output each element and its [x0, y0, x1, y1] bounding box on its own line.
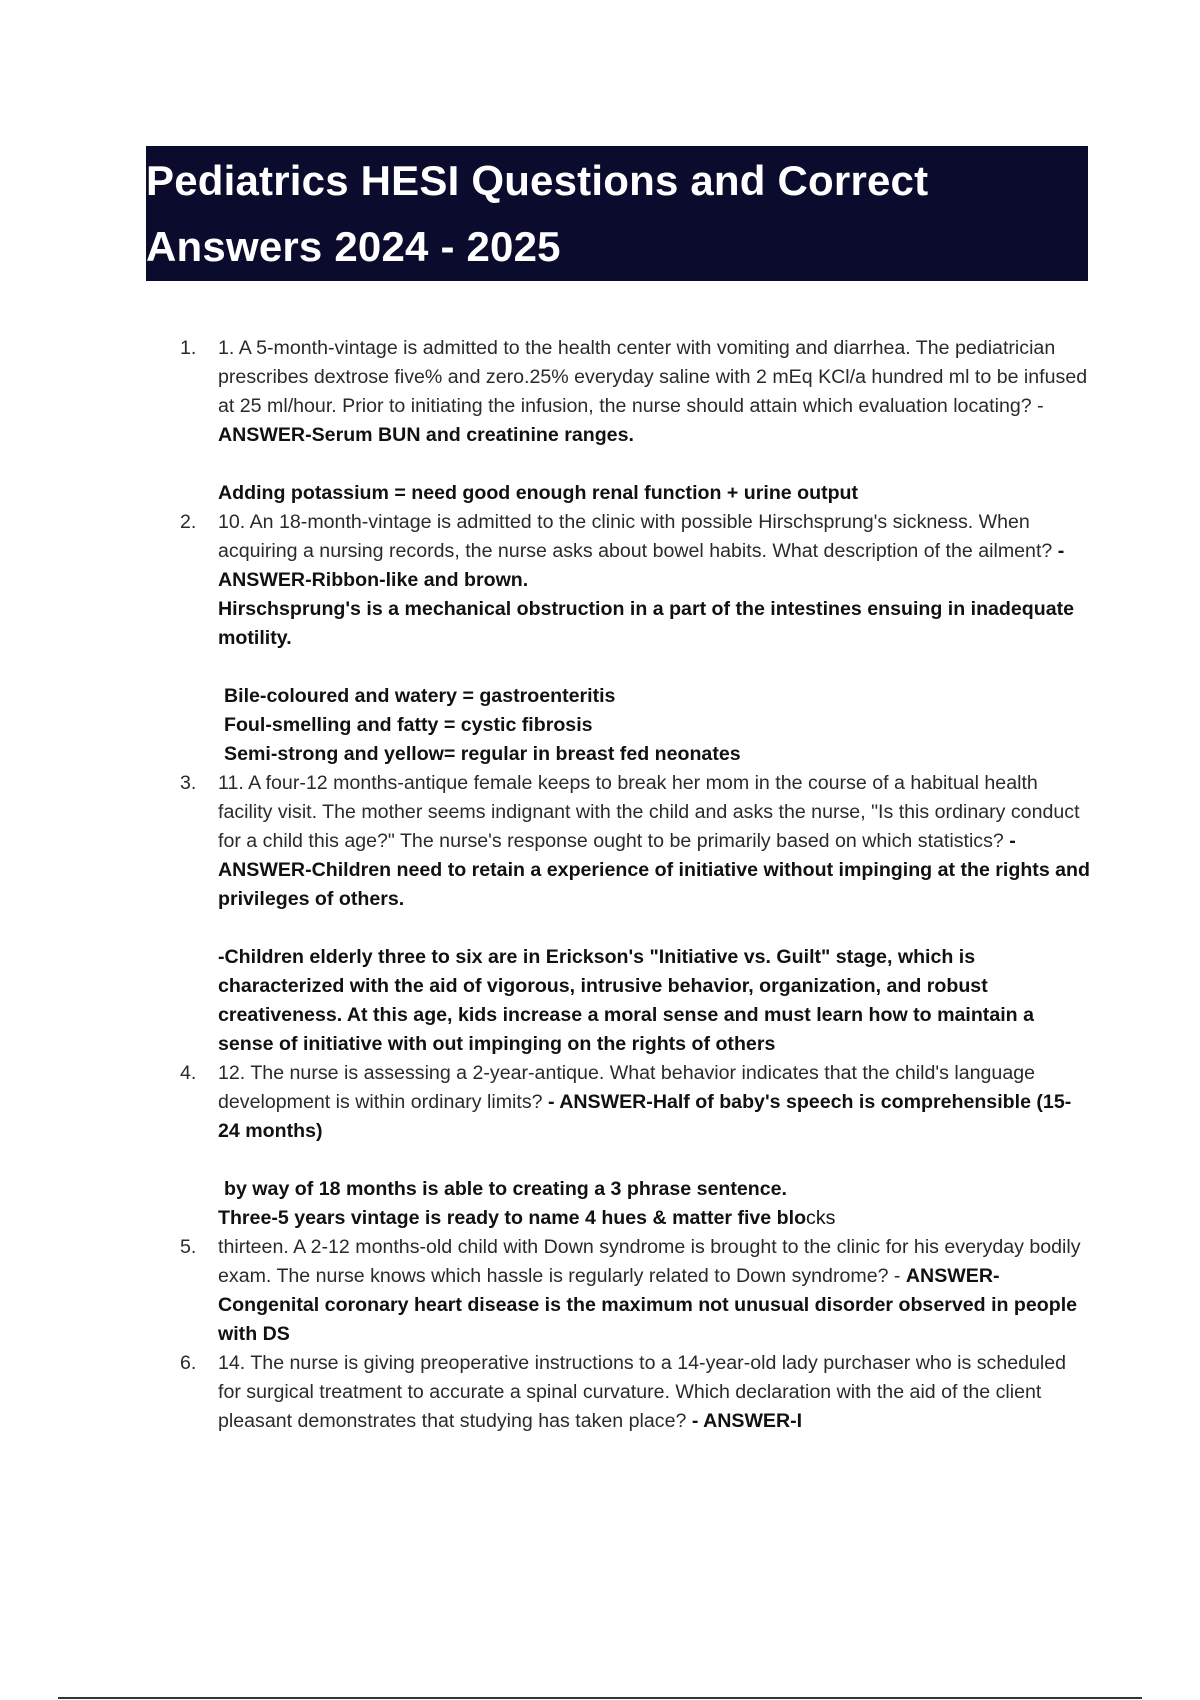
answer-text: - ANSWER-I: [691, 1410, 803, 1432]
qa-item-4: [180, 1059, 1090, 1233]
qa-body: [218, 1059, 1090, 1146]
rationale-note: Foul-smelling and fatty = cystic fibrosis: [224, 714, 593, 736]
rationale-note: Hirschsprung's is a mechanical obstruction in a part of the intestines ensuing in inadequate motility.: [218, 598, 1075, 649]
item-number: 6.: [180, 1352, 197, 1374]
qa-body: [218, 1349, 1090, 1436]
answer-text: - ANSWER-Half of baby's speech is comprehensible (15-24 months): [218, 1091, 1072, 1142]
qa-item-3: [180, 769, 1090, 1059]
question-text: thirteen. A 2-12 months-old child with Down syndrome is brought to the clinic for his everyday bodily exam. The nurse knows which hassle is regularly related to Down syndrome? -: [218, 1236, 1081, 1287]
rationale-note: [218, 1204, 1090, 1233]
document-title: Pediatrics HESI Questions and Correct Answers 2024 - 2025: [146, 157, 929, 270]
rationale-note-bold: Three-5 years vintage is ready to name 4 hues & matter five blo: [218, 1207, 807, 1229]
title-banner: [146, 146, 1088, 281]
qa-item-5: [180, 1233, 1090, 1349]
answer-text: - ANSWER-Children need to retain a experience of initiative without impinging at the rights and privileges of others.: [218, 830, 1090, 910]
page-bottom-rule: [58, 1697, 1142, 1699]
qa-item-2: [180, 508, 1090, 769]
rationale-note: -Children elderly three to six are in Erickson's "Initiative vs. Guilt" stage, which is characterized with the aid of vigorous, intrusive behavior, organization, and robust creativeness. At this age, kids increase a moral sense and must learn how to maintain a sense of initiative with out impinging on the rights of others: [218, 946, 1034, 1055]
rationale-note: Semi-strong and yellow= regular in breast fed neonates: [224, 743, 741, 765]
qa-body: [218, 1233, 1090, 1349]
answer-text: ANSWER-Congenital coronary heart disease is the maximum not unusual disorder observed in people with DS: [218, 1265, 1078, 1345]
qa-body: [218, 769, 1090, 914]
qa-body: [218, 508, 1090, 595]
item-number: 1.: [180, 337, 197, 359]
item-number: 2.: [180, 511, 197, 533]
qa-body: [218, 334, 1090, 450]
question-text: 14. The nurse is giving preoperative instructions to a 14-year-old lady purchaser who is scheduled for surgical treatment to accurate a spinal curvature. Which declaration with the aid of the client pleasant demonstrates that studying has taken place?: [218, 1352, 1067, 1432]
question-text: 10. An 18-month-vintage is admitted to the clinic with possible Hirschsprung's sickness. When acquiring a nursing records, the nurse asks about bowel habits. What description of the ailment?: [218, 511, 1058, 562]
rationale-note: Bile-coloured and watery = gastroenteritis: [224, 685, 616, 707]
answer-text: ANSWER-Serum BUN and creatinine ranges.: [218, 424, 634, 446]
question-text: 12. The nurse is assessing a 2-year-antique. What behavior indicates that the child's language development is within ordinary limits?: [218, 1062, 1036, 1113]
rationale-note-plain: cks: [806, 1207, 836, 1229]
qa-list: [180, 334, 1090, 1436]
item-number: 4.: [180, 1062, 197, 1084]
question-text: 11. A four-12 months-antique female keeps to break her mom in the course of a habitual health facility visit. The mother seems indignant with the child and asks the nurse, "Is this ordinary conduct for a child this age?" The nurse's response ought to be primarily based on which statistics?: [218, 772, 1080, 852]
item-number: 3.: [180, 772, 197, 794]
answer-text: - ANSWER-Ribbon-like and brown.: [218, 540, 1065, 591]
qa-item-6: [180, 1349, 1090, 1436]
rationale-note: by way of 18 months is able to creating a 3 phrase sentence.: [224, 1178, 787, 1200]
qa-item-1: [180, 334, 1090, 508]
item-number: 5.: [180, 1236, 197, 1258]
question-text: 1. A 5-month-vintage is admitted to the health center with vomiting and diarrhea. The pediatrician prescribes dextrose five% and zero.25% everyday saline with 2 mEq KCl/a hundred ml to be infused at 25 ml/hour. Prior to initiating the infusion, the nurse should attain which evaluation locating? -: [218, 337, 1088, 417]
rationale-note: Adding potassium = need good enough renal function + urine output: [218, 482, 859, 504]
